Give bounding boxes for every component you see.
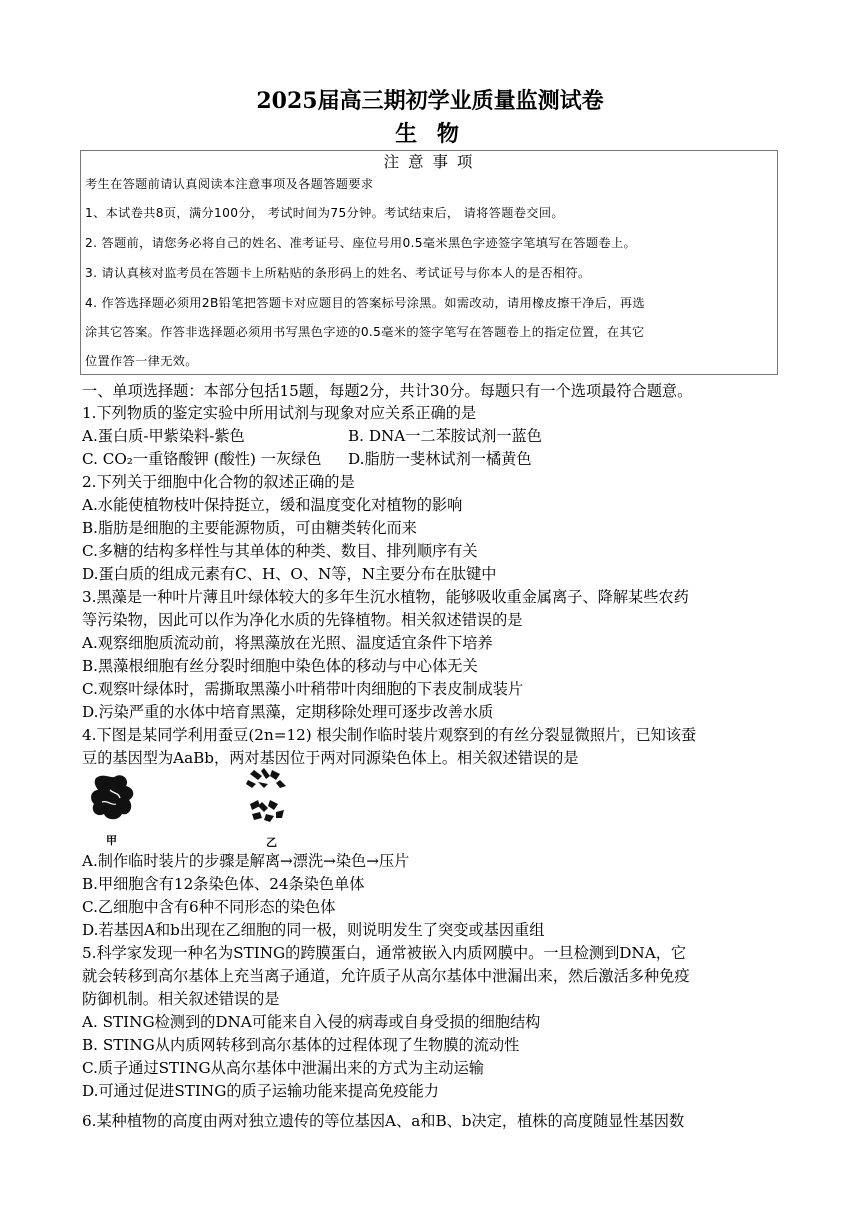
notice-line: 考生在答题前请认真阅读本注意事项及各题答题要求 <box>85 177 374 191</box>
notice-line: 2. 答题前，请您务必将自己的姓名、准考证号、座位号用0.5毫米黑色字迹签字笔填写在答题卷上。 <box>85 236 637 250</box>
section-heading: 一、单项选择题：本部分包括15题，每题2分，共计30分。每题只有一个选项最符合题意。 <box>82 382 693 400</box>
question-1-stem: 1.下列物质的鉴定实验中所用试剂与现象对应关系正确的是 <box>82 404 477 422</box>
question-1-option-a: A.蛋白质-甲紫染料-紫色 <box>82 427 245 445</box>
notice-line: 位置作答一律无效。 <box>85 354 198 368</box>
notice-line: 1、本试卷共8页，满分100分， 考试时间为75分钟。考试结束后， 请将答题卷交回。 <box>85 206 564 220</box>
question-4-stem: 豆的基因型为AaBb，两对基因位于两对同源染色体上。相关叙述错误的是 <box>82 749 579 767</box>
question-3-option-a: A.观察细胞质流动前，将黑藻放在光照、温度适宜条件下培养 <box>82 634 493 652</box>
question-5-option-d: D.可通过促进STING的质子运输功能来提高免疫能力 <box>82 1082 439 1100</box>
question-4-option-a: A.制作临时装片的步骤是解离→漂洗→染色→压片 <box>82 852 410 870</box>
question-1-option-d: D.脂肪一斐林试剂一橘黄色 <box>348 450 532 468</box>
question-3-option-b: B.黑藻根细胞有丝分裂时细胞中染色体的移动与中心体无关 <box>82 657 478 675</box>
exam-title: 2025届高三期初学业质量监测试卷 <box>256 88 604 114</box>
question-5-stem: 防御机制。相关叙述错误的是 <box>82 990 280 1008</box>
notice-heading: 注 意 事 项 <box>383 153 475 171</box>
question-2-stem: 2.下列关于细胞中化合物的叙述正确的是 <box>82 473 355 491</box>
question-5-option-b: B. STING从内质网转移到高尔基体的过程体现了生物膜的流动性 <box>82 1036 520 1054</box>
notice-box <box>80 150 778 375</box>
cell-jia-label: 甲 <box>106 834 117 847</box>
question-3-option-d: D.污染严重的水体中培育黑藻，定期移除处理可逐步改善水质 <box>82 703 494 721</box>
cell-jia-micrograph <box>86 770 146 830</box>
cell-yi-label: 乙 <box>266 836 277 849</box>
question-3-option-c: C.观察叶绿体时，需撕取黑藻小叶稍带叶肉细胞的下表皮制成装片 <box>82 680 524 698</box>
question-5-stem: 就会转移到高尔基体上充当离子通道，允许质子从高尔基体中泄漏出来，然后激活多种免疫 <box>82 967 690 985</box>
question-4-option-b: B.甲细胞含有12条染色体、24条染色单体 <box>82 875 365 893</box>
notice-line: 3. 请认真核对监考员在答题卡上所粘贴的条形码上的姓名、考试证号与你本人的是否相符。 <box>85 266 591 280</box>
question-5-option-c: C.质子通过STING从高尔基体中泄漏出来的方式为主动运输 <box>82 1059 484 1077</box>
question-2-option-d: D.蛋白质的组成元素有C、H、O、N等，N主要分布在肽键中 <box>82 565 497 583</box>
question-1-option-c: C. CO₂一重铬酸钾 (酸性) 一灰绿色 <box>82 450 322 468</box>
question-2-option-a: A.水能使植物枝叶保持挺立，缓和温度变化对植物的影响 <box>82 496 463 514</box>
question-1-option-b: B. DNA一二苯胺试剂一蓝色 <box>348 427 542 445</box>
notice-line: 4. 作答选择题必须用2B铅笔把答题卡对应题目的答案标号涂黑。如需改动，请用橡皮擦干净后，再选 <box>85 296 645 310</box>
question-4-option-d: D.若基因A和b出现在乙细胞的同一极，则说明发生了突变或基因重组 <box>82 921 545 939</box>
question-4-stem: 4.下图是某同学利用蚕豆(2n=12) 根尖制作临时装片观察到的有丝分裂显微照片，已知该蚕 <box>82 726 697 744</box>
question-4-option-c: C.乙细胞中含有6种不同形态的染色体 <box>82 898 336 916</box>
cell-yi-micrograph <box>240 766 296 830</box>
subject-title: 生 物 <box>395 121 465 147</box>
question-6-stem: 6.某种植物的高度由两对独立遗传的等位基因A、a和B、b决定，植株的高度随显性基因数 <box>82 1112 685 1130</box>
question-2-option-c: C.多糖的结构多样性与其单体的种类、数目、排列顺序有关 <box>82 542 478 560</box>
question-3-stem: 3.黑藻是一种叶片薄且叶绿体较大的多年生沉水植物，能够吸收重金属离子、降解某些农药 <box>82 588 689 606</box>
question-3-stem: 等污染物，因此可以作为净化水质的先锋植物。相关叙述错误的是 <box>82 611 523 629</box>
question-5-option-a: A. STING检测到的DNA可能来自入侵的病毒或自身受损的细胞结构 <box>82 1013 541 1031</box>
notice-line: 涂其它答案。作答非选择题必须用书写黑色字迹的0.5毫米的签字笔写在答题卷上的指定位置，在其它 <box>85 325 645 339</box>
question-5-stem: 5.科学家发现一种名为STING的跨膜蛋白，通常被嵌入内质网膜中。一旦检测到DNA，它 <box>82 944 687 962</box>
question-2-option-b: B.脂肪是细胞的主要能源物质，可由糖类转化而来 <box>82 519 417 537</box>
